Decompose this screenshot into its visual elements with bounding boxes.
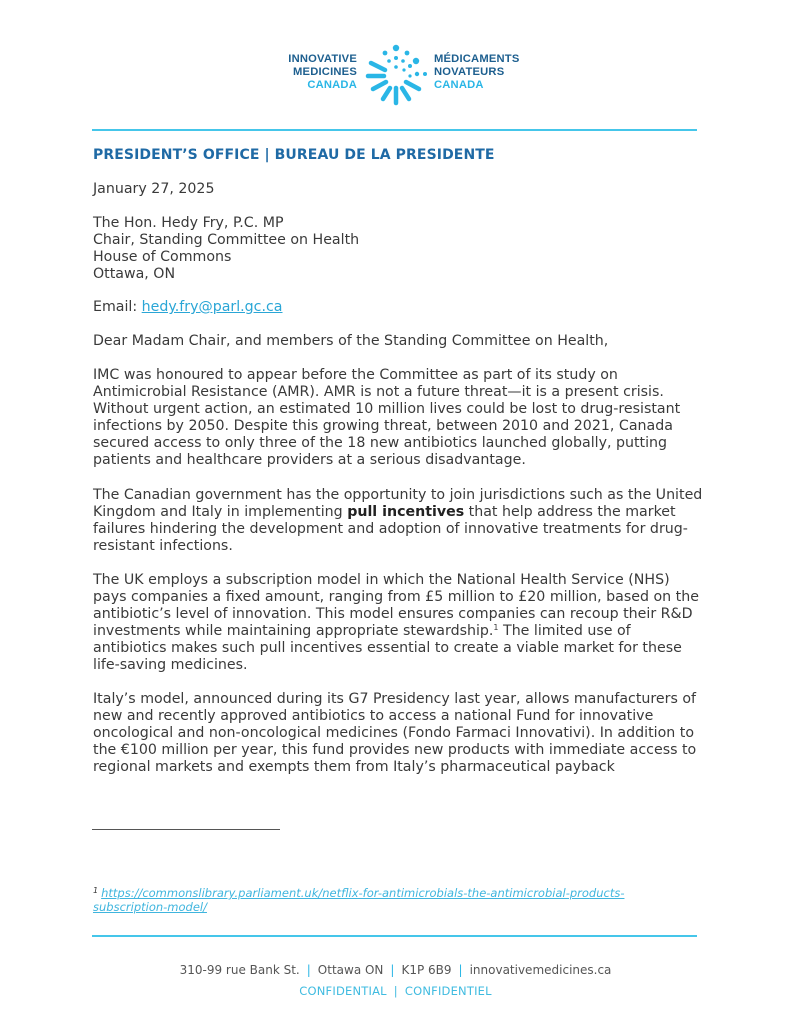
address-line: Chair, Standing Committee on Health [93, 232, 360, 248]
address-line: The Hon. Hedy Fry, P.C. MP [93, 215, 284, 231]
paragraph-amr-crisis: IMC was honoured to appear before the Committee as part of its study on Antimicrobial Resistance (AMR). AMR is not a future threat—it is a present crisis. Without urgent action, an estimated 10 million lives could be lost to drug-resistant infections by 2050. Despite this growing threat, between 2010 and 2021, Canada secured access to only three of the 18 new antibiotics launched globally, putting patients and healthcare providers at a serious disadvantage. [93, 367, 681, 468]
footer-separator: | [393, 984, 398, 998]
logo-line: CANADA [307, 79, 357, 91]
address-line: House of Commons [93, 249, 232, 265]
recipient-email [93, 299, 703, 316]
footnote-link[interactable]: https://commonslibrary.parliament.uk/netflix-for-antimicrobials-the-antimicrobial-products-subscription-model/ [93, 886, 625, 914]
starburst-logo-icon [363, 43, 429, 107]
footer-postal-code: K1P 6B9 [401, 963, 452, 977]
paragraph-text: The UK employs a subscription model in which the National Health Service (NHS) pays companies a fixed amount, ranging from £5 million to £20 million, based on the antibiotic’s level of innovation. This model ensures companies can recoup their R&D investments while maintaining appropriate stewardship. [93, 572, 699, 639]
bold-emphasis: pull incentives [347, 504, 465, 520]
logo-line: CANADA [434, 79, 484, 91]
footer-separator: | [390, 963, 395, 977]
logo-text-english [277, 53, 357, 92]
logo-text-french [434, 53, 544, 92]
header-divider [92, 129, 697, 131]
paragraph-text: The Canadian government has the opportunity to join jurisdictions such as the United Kingdom and Italy in implementing [93, 487, 703, 520]
confidential-french: CONFIDENTIEL [404, 984, 492, 998]
company-logo [277, 43, 537, 107]
email-link[interactable]: hedy.fry@parl.gc.ca [141, 299, 283, 315]
footer-city: Ottawa ON [317, 963, 384, 977]
paragraph-uk-model [93, 572, 703, 674]
footer-address [0, 963, 791, 977]
paragraph-pull-incentives [93, 487, 703, 555]
paragraph-text: that help address the market failures hindering the development and adoption of innovative treatments for drug-resistant infections. [93, 504, 688, 554]
footer-divider [92, 935, 697, 937]
confidential-english: CONFIDENTIAL [299, 984, 387, 998]
office-heading: PRESIDENT’S OFFICE | BUREAU DE LA PRESIDENTE [93, 147, 495, 163]
logo-line: NOVATEURS [434, 66, 505, 78]
footnote [93, 884, 693, 914]
footnote-reference[interactable]: 1 [493, 623, 499, 632]
paragraph-italy-model: Italy’s model, announced during its G7 Presidency last year, allows manufacturers of new and recently approved antibiotics to access a national Fund for innovative oncological and non-oncological medicines (Fondo Farmaci Innovativi). In addition to the €100 million per year, this fund provides new products with immediate access to regional markets and exempts them from Italy’s pharmaceutical payback [93, 691, 697, 775]
logo-line: INNOVATIVE [288, 53, 357, 65]
logo-line: MÉDICAMENTS [434, 53, 520, 65]
paragraph-text: The limited use of antibiotics makes such pull incentives essential to create a viable market for these life-saving medicines. [93, 623, 682, 673]
footer-separator: | [458, 963, 463, 977]
confidential-notice [0, 984, 791, 998]
address-line: Ottawa, ON [93, 266, 176, 282]
footnote-number: 1 [93, 886, 99, 895]
footer-separator: | [306, 963, 311, 977]
email-label: Email: [93, 299, 138, 315]
footer-website: innovativemedicines.ca [469, 963, 612, 977]
salutation: Dear Madam Chair, and members of the Standing Committee on Health, [93, 333, 609, 349]
recipient-address [93, 215, 703, 283]
footer-street: 310-99 rue Bank St. [179, 963, 300, 977]
footnote-divider [92, 829, 280, 830]
letter-date: January 27, 2025 [93, 181, 215, 197]
logo-line: MEDICINES [293, 66, 357, 78]
